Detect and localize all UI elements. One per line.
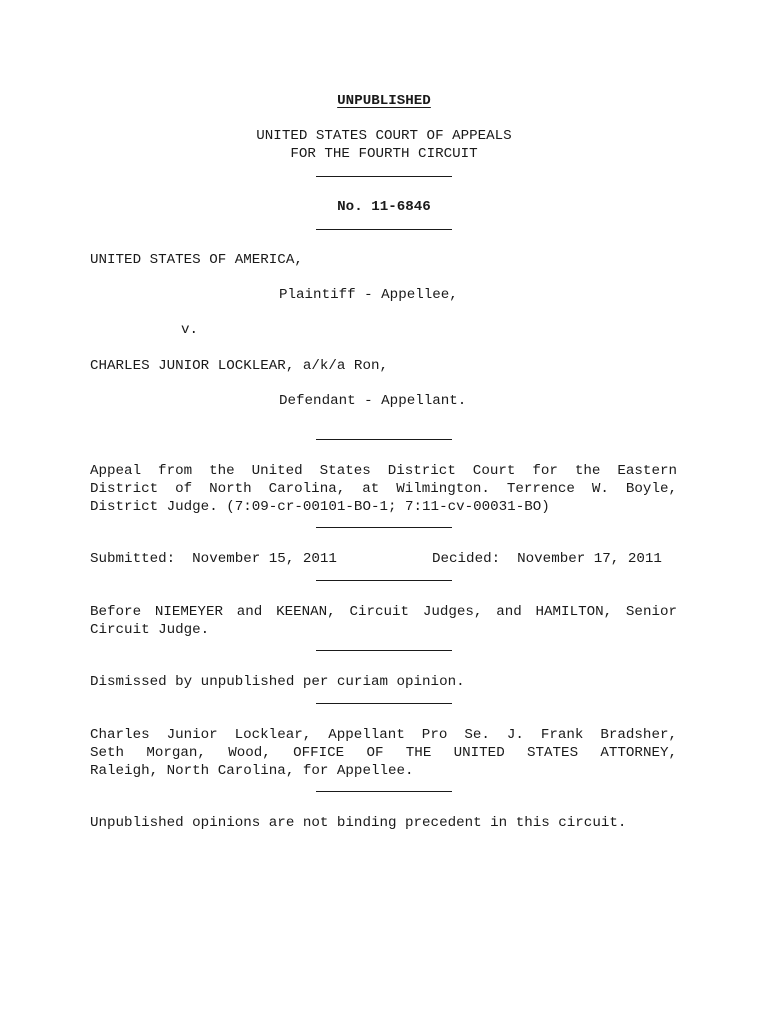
panel-paragraph [90, 603, 677, 639]
counsel-paragraph [90, 726, 677, 780]
court-name-line2: FOR THE FOURTH CIRCUIT [290, 146, 478, 162]
divider-rule [316, 703, 452, 704]
divider-rule [316, 791, 452, 792]
appeal-line: Appeal from the United States District Court for the Eastern [90, 463, 677, 479]
counsel-line: Raleigh, North Carolina, for Appellee. [90, 763, 414, 779]
decided-date: Decided: November 17, 2011 [432, 551, 662, 567]
counsel-line: Charles Junior Locklear, Appellant Pro Se. J. Frank Bradsher, [90, 727, 677, 743]
divider-rule [316, 439, 452, 440]
submitted-date: Submitted: November 15, 2011 [90, 551, 337, 567]
panel-line: Circuit Judge. [90, 622, 210, 638]
divider-rule [316, 229, 452, 230]
panel-line: Before NIEMEYER and KEENAN, Circuit Judges, and HAMILTON, Senior [90, 604, 677, 620]
appeal-line: District Judge. (7:09-cr-00101-BO-1; 7:11-cv-00031-BO) [90, 499, 550, 515]
divider-rule [316, 176, 452, 177]
plaintiff-role: Plaintiff - Appellee, [279, 287, 458, 303]
counsel-line: Seth Morgan, Wood, OFFICE OF THE UNITED STATES ATTORNEY, [90, 745, 677, 761]
appeal-paragraph [90, 462, 677, 516]
divider-rule [316, 580, 452, 581]
disposition: Dismissed by unpublished per curiam opinion. [90, 674, 465, 690]
case-number: No. 11-6846 [337, 199, 431, 215]
defendant-role: Defendant - Appellant. [279, 393, 467, 409]
precedent-note: Unpublished opinions are not binding precedent in this circuit. [90, 815, 627, 831]
versus: v. [181, 322, 199, 338]
appeal-line: District of North Carolina, at Wilmington. Terrence W. Boyle, [90, 481, 677, 497]
defendant-name: CHARLES JUNIOR LOCKLEAR, a/k/a Ron, [90, 358, 388, 374]
divider-rule [316, 650, 452, 651]
court-name-line1: UNITED STATES COURT OF APPEALS [256, 128, 512, 144]
unpublished-label: UNPUBLISHED [337, 93, 431, 109]
divider-rule [316, 527, 452, 528]
plaintiff-name: UNITED STATES OF AMERICA, [90, 252, 303, 268]
